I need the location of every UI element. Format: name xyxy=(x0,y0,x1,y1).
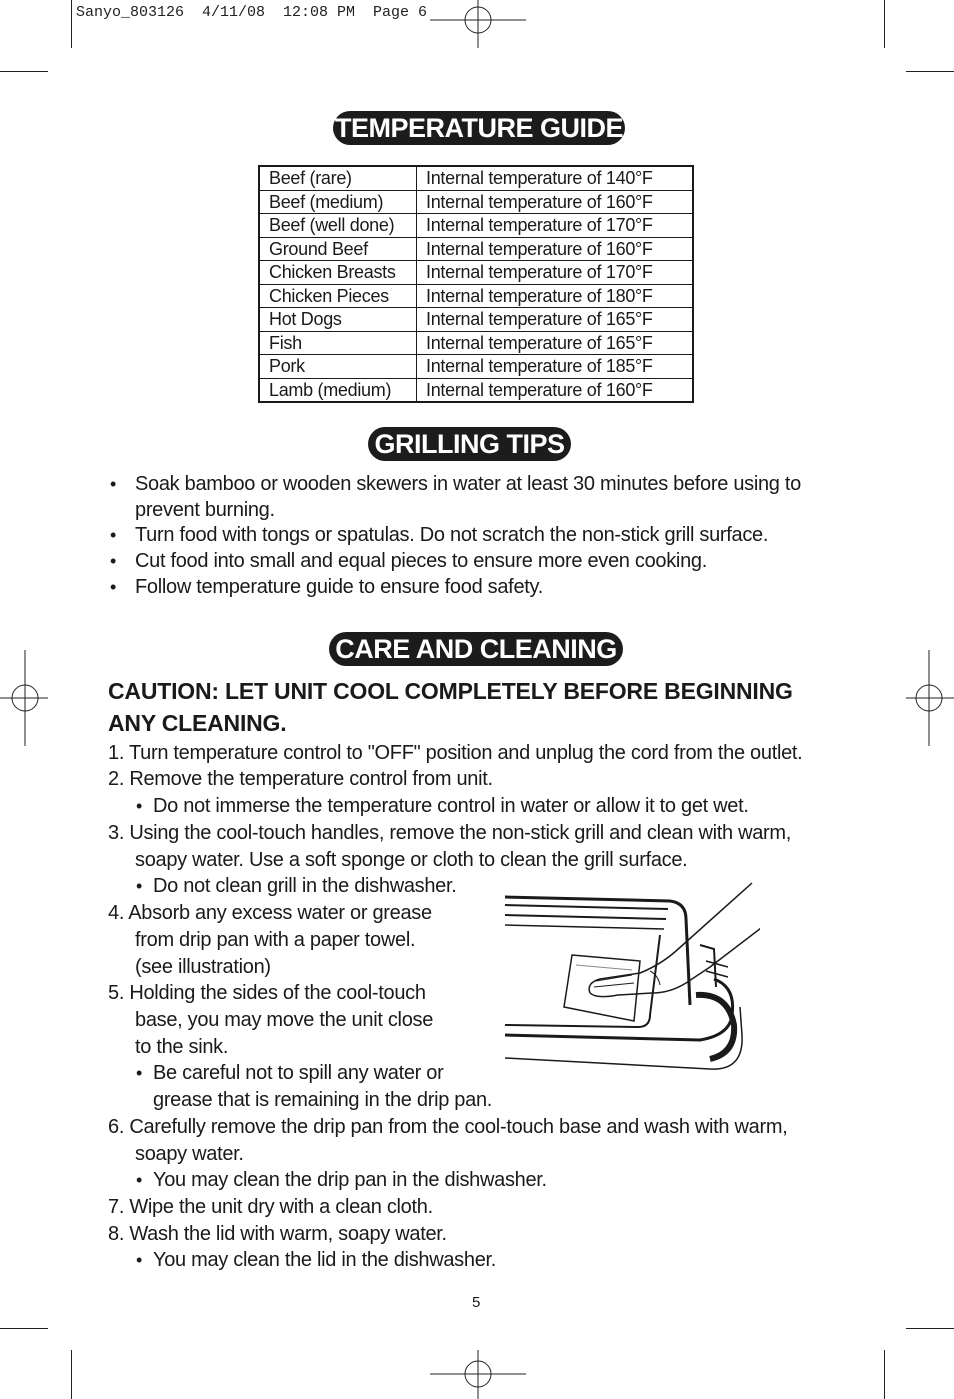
temp-cell: Internal temperature of 170°F xyxy=(417,261,694,285)
grilling-tip: Follow temperature guide to ensure food safety. xyxy=(135,576,543,598)
table-row xyxy=(259,355,693,379)
food-cell: Beef (medium) xyxy=(259,190,417,214)
temp-cell: Internal temperature of 160°F xyxy=(417,237,694,261)
temp-cell: Internal temperature of 160°F xyxy=(426,379,653,400)
step-8-note: You may clean the lid in the dishwasher. xyxy=(153,1249,497,1271)
care-cleaning-heading: CARE AND CLEANING xyxy=(329,632,623,666)
step-4-continuation: (see illustration) xyxy=(135,956,271,978)
page-number: 5 xyxy=(472,1294,481,1311)
temp-cell: Internal temperature of 170°F xyxy=(417,214,694,238)
registration-mark-icon xyxy=(906,650,954,746)
temp-cell: Internal temperature of 180°F xyxy=(417,284,694,308)
registration-mark-icon xyxy=(0,650,48,746)
crop-mark xyxy=(0,71,48,72)
grilling-tip-continuation: prevent burning. xyxy=(135,499,275,521)
crop-mark xyxy=(906,1328,954,1329)
crop-mark xyxy=(0,1328,48,1329)
food-cell: Hot Dogs xyxy=(259,308,417,332)
registration-mark-icon xyxy=(430,1350,526,1399)
bullet-icon: • xyxy=(136,796,143,816)
step-8: 8. Wash the lid with warm, soapy water. xyxy=(108,1223,447,1245)
step-5-note: Be careful not to spill any water or xyxy=(153,1062,444,1084)
step-3: 3. Using the cool-touch handles, remove the non-stick grill and clean with warm, xyxy=(108,822,792,844)
step-3-note: Do not clean grill in the dishwasher. xyxy=(153,875,457,897)
food-cell: Beef (rare) xyxy=(259,166,417,190)
temp-cell: Internal temperature of 160°F xyxy=(417,190,694,214)
crop-mark xyxy=(884,1350,885,1399)
table-row xyxy=(259,378,693,402)
table-row xyxy=(259,308,693,332)
temperature-guide-heading: TEMPERATURE GUIDE xyxy=(334,113,623,143)
table-row xyxy=(259,331,693,355)
registration-mark-icon xyxy=(430,0,526,48)
food-cell: Beef (well done) xyxy=(259,214,417,238)
print-slug: Sanyo_803126 4/11/08 12:08 PM Page 6 xyxy=(76,4,428,21)
temp-cell: Internal temperature of 165°F xyxy=(417,331,694,355)
step-1: 1. Turn temperature control to "OFF" position and unplug the cord from the outlet. xyxy=(108,742,803,764)
bullet-icon: • xyxy=(110,474,117,494)
table-row xyxy=(259,190,693,214)
bullet-icon: • xyxy=(136,876,143,896)
step-5-continuation: base, you may move the unit close xyxy=(135,1009,434,1031)
caution-warning: CAUTION: LET UNIT COOL COMPLETELY BEFORE BEGINNING ANY CLEANING. xyxy=(108,678,793,736)
step-4-continuation: from drip pan with a paper towel. xyxy=(135,929,416,951)
bullet-icon: • xyxy=(136,1170,143,1190)
temp-cell: Internal temperature of 165°F xyxy=(417,308,694,332)
food-cell: Pork xyxy=(259,355,417,379)
temp-cell: Internal temperature of 185°F xyxy=(417,355,694,379)
table-row xyxy=(259,261,693,285)
temp-cell: Internal temperature of 140°F xyxy=(417,166,694,190)
crop-mark xyxy=(884,0,885,48)
food-cell: Fish xyxy=(259,331,417,355)
step-5-continuation: to the sink. xyxy=(135,1036,229,1058)
bullet-icon: • xyxy=(110,577,117,597)
grilling-tip: Cut food into small and equal pieces to ensure more even cooking. xyxy=(135,550,707,572)
step-6-continuation: soapy water. xyxy=(135,1143,244,1165)
drip-pan-wiping-illustration xyxy=(500,875,760,1085)
bullet-icon: • xyxy=(110,551,117,571)
crop-mark xyxy=(71,0,72,48)
step-2-note: Do not immerse the temperature control in water or allow it to get wet. xyxy=(153,795,749,817)
step-4: 4. Absorb any excess water or grease xyxy=(108,902,432,924)
food-cell: Chicken Breasts xyxy=(259,261,417,285)
grilling-tip: Turn food with tongs or spatulas. Do not scratch the non-stick grill surface. xyxy=(135,524,769,546)
grilling-tips-heading: GRILLING TIPS xyxy=(368,427,571,461)
food-cell: Lamb (medium) xyxy=(259,378,417,402)
crop-mark xyxy=(71,1350,72,1399)
step-5: 5. Holding the sides of the cool-touch xyxy=(108,982,426,1004)
table-row xyxy=(259,284,693,308)
table-row xyxy=(259,237,693,261)
grilling-tip: Soak bamboo or wooden skewers in water at least 30 minutes before using to xyxy=(135,473,801,495)
bullet-icon: • xyxy=(110,525,117,545)
step-6-note: You may clean the drip pan in the dishwasher. xyxy=(153,1169,547,1191)
bullet-icon: • xyxy=(136,1063,143,1083)
step-5-note-continuation: grease that is remaining in the drip pan. xyxy=(153,1089,493,1111)
table-row xyxy=(259,214,693,238)
step-6: 6. Carefully remove the drip pan from the cool-touch base and wash with warm, xyxy=(108,1116,788,1138)
crop-mark xyxy=(906,71,954,72)
food-cell: Ground Beef xyxy=(259,237,417,261)
step-2: 2. Remove the temperature control from unit. xyxy=(108,768,493,790)
temperature-table xyxy=(258,165,694,403)
bullet-icon: • xyxy=(136,1250,143,1270)
step-3-continuation: soapy water. Use a soft sponge or cloth to clean the grill surface. xyxy=(135,849,688,871)
food-cell: Chicken Pieces xyxy=(259,284,417,308)
table-row xyxy=(259,166,693,190)
step-7: 7. Wipe the unit dry with a clean cloth. xyxy=(108,1196,433,1218)
